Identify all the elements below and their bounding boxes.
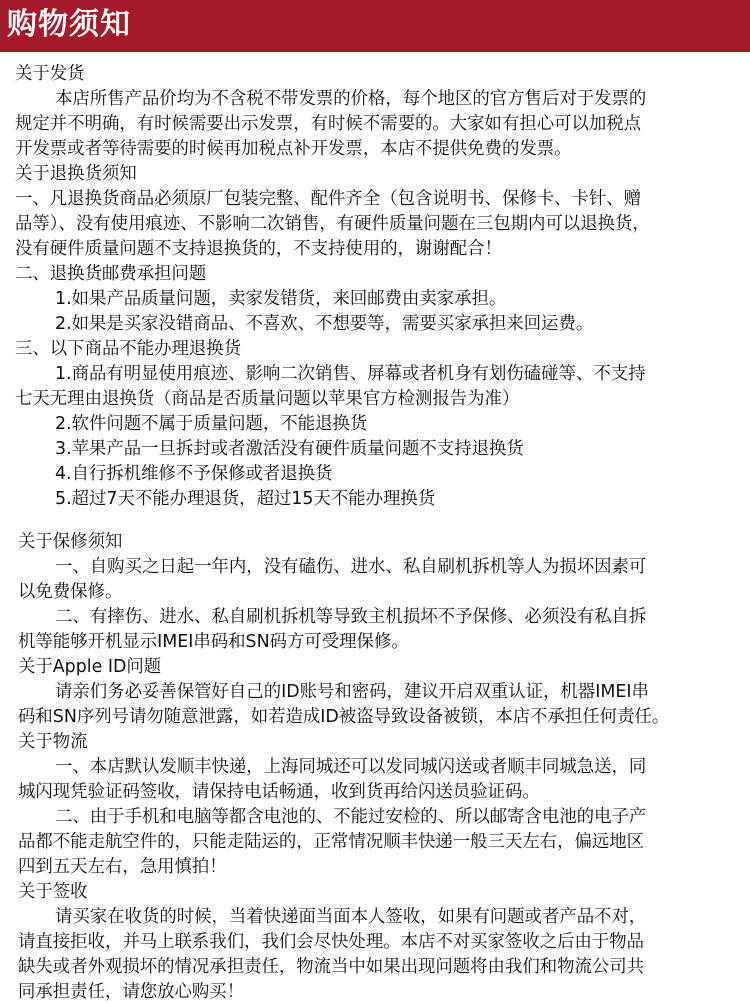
returns-item3-title: 三、以下商品不能办理退换货 bbox=[15, 339, 242, 359]
returns-item1-line: 品等）、没有使用痕迹、不影响二次销售，有硬件质量问题在三包期内可以退换货， bbox=[15, 214, 650, 234]
returns-item1-line: 没有硬件质量问题不支持退换货的，不支持使用的，谢谢配合！ bbox=[15, 239, 502, 259]
warranty-text-line: 以免费保修。 bbox=[18, 582, 123, 602]
section-heading-invoice: 关于发货 bbox=[15, 64, 85, 84]
section-heading-returns: 关于退换货须知 bbox=[15, 164, 137, 184]
apple-id-text-line: 码和SN序列号请勿随意泄露，如若造成ID被盗导致设备被锁，本店不承担任何责任。 bbox=[18, 707, 670, 727]
returns-item3-line: 5.超过7天不能办理退货，超过15天不能办理换货 bbox=[55, 489, 436, 509]
signing-text-line: 请直接拒收，并马上联系我们，我们会尽快处理。本店不对买家签收之后由于物品 bbox=[18, 932, 645, 952]
warranty-text-line: 二、有摔伤、进水、私自刷机拆机等导致主机损坏不予保修、必须没有私自拆 bbox=[55, 607, 647, 627]
returns-item2-line: 1.如果产品质量问题，卖家发错货，来回邮费由卖家承担。 bbox=[55, 289, 507, 309]
apple-id-text-line: 请亲们务必妥善保管好自己的ID账号和密码，建议开启双重认证，机器IMEI串 bbox=[55, 682, 649, 702]
section-heading-apple-id: 关于Apple ID问题 bbox=[18, 657, 162, 677]
returns-item3-line: 4.自行拆机维修不予保修或者退换货 bbox=[55, 464, 333, 484]
section-heading-signing: 关于签收 bbox=[18, 882, 88, 902]
warranty-text-line: 机等能够开机显示IMEI串码和SN码方可受理保修。 bbox=[18, 632, 409, 652]
returns-item3-line: 2.软件问题不属于质量问题，不能退换货 bbox=[55, 414, 368, 434]
returns-item2-line: 2.如果是买家没错商品、不喜欢、不想要等，需要买家承担来回运费。 bbox=[55, 314, 594, 334]
logistics-text-line: 城闪现凭验证码签收，请保持电话畅通，收到货再给闪送员验证码。 bbox=[18, 782, 540, 802]
returns-item3-line: 3.苹果产品一旦拆封或者激活没有硬件质量问题不支持退换货 bbox=[55, 439, 524, 459]
signing-text-line: 请买家在收货的时候，当着快递面当面本人签收，如果有问题或者产品不对， bbox=[55, 907, 647, 927]
signing-text-line: 缺失或者外观损坏的情况承担责任，物流当中如果出现问题将由我们和物流公司共 bbox=[18, 957, 645, 977]
returns-item2-title: 二、退换货邮费承担问题 bbox=[15, 264, 207, 284]
returns-item3-line: 七天无理由退换货（商品是否质量问题以苹果官方检测报告为准） bbox=[15, 389, 520, 409]
warranty-text-line: 一、自购买之日起一年内，没有磕伤、进水、私自刷机拆机等人为损坏因素可 bbox=[55, 557, 647, 577]
returns-item3-line: 1.商品有明显使用痕迹、影响二次销售、屏幕或者机身有划伤磕碰等、不支持 bbox=[55, 364, 646, 384]
page-title: 购物须知 bbox=[7, 7, 131, 42]
logistics-text-line: 一、本店默认发顺丰快递，上海同城还可以发同城闪送或者顺丰同城急送，同 bbox=[55, 757, 647, 777]
logistics-text-line: 二、由于手机和电脑等都含电池的、不能过安检的、所以邮寄含电池的电子产 bbox=[55, 807, 647, 827]
invoice-text-line: 开发票或者等待需要的时候再加税点补开发票，本店不提供免费的发票。 bbox=[15, 139, 572, 159]
returns-item1-line: 一、凡退换货商品必须原厂包装完整、配件齐全（包含说明书、保修卡、卡针、赠 bbox=[15, 189, 642, 209]
header-bar bbox=[0, 0, 750, 52]
section-heading-logistics: 关于物流 bbox=[18, 732, 88, 752]
signing-text-line: 同承担责任，请您放心购买！ bbox=[18, 982, 245, 1002]
invoice-text-line: 规定并不明确，有时候需要出示发票，有时候不需要的。大家如有担心可以加税点 bbox=[15, 114, 642, 134]
logistics-text-line: 品都不能走航空件的，只能走陆运的，正常情况顺丰快递一般三天左右，偏远地区 bbox=[18, 832, 645, 852]
logistics-text-line: 四到五天左右，急用慎拍！ bbox=[18, 857, 227, 877]
invoice-text-line: 本店所售产品价均为不含税不带发票的价格，每个地区的官方售后对于发票的 bbox=[55, 89, 647, 109]
section-heading-warranty: 关于保修须知 bbox=[18, 532, 123, 552]
